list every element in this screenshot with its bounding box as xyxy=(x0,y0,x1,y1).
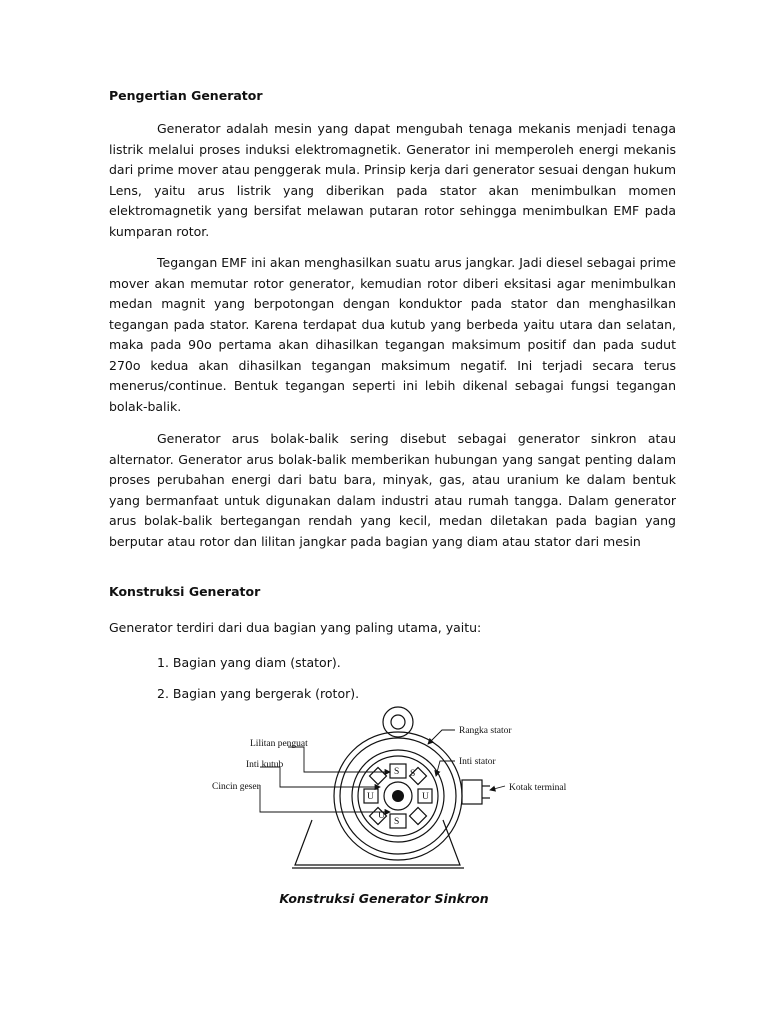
pole-letter: U xyxy=(422,792,429,802)
pole-letter: U xyxy=(367,792,374,802)
figure-caption: Konstruksi Generator Sinkron xyxy=(279,891,489,906)
list-item-rotor: 2. Bagian yang bergerak (rotor). xyxy=(157,686,360,701)
section-title-konstruksi: Konstruksi Generator xyxy=(109,584,261,599)
generator-diagram xyxy=(200,700,590,878)
label-kotak-terminal: Kotak terminal xyxy=(509,783,567,793)
paragraph-3: Generator arus bolak-balik sering disebut sebagai generator sinkron atau alternator. Generator arus bolak-balik memberikan hubungan yang sangat penting dalam proses perubahan energi dari batu bara, minyak, gas, atau uranium ke dalam bentuk yang bermanfaat untuk digunakan dalam industri atau rumah tangga. Dalam generator arus bolak-balik bertegangan rendah yang kecil, medan diletakan pada bagian yang berputar atau rotor dan lilitan jangkar pada bagian yang diam atau stator dari mesin xyxy=(109,431,676,549)
label-inti-stator: Inti stator xyxy=(459,757,496,767)
label-cincin-geser: Cincin geser xyxy=(212,782,260,792)
generator-drawing xyxy=(200,700,590,878)
section-title-pengertian: Pengertian Generator xyxy=(109,88,263,103)
pole-letter: S xyxy=(394,767,400,777)
label-inti-kutub: Inti kutub xyxy=(246,760,284,770)
intro-text: Generator terdiri dari dua bagian yang paling utama, yaitu: xyxy=(109,620,482,635)
pole-letter: S xyxy=(410,769,416,779)
list-item-stator: 1. Bagian yang diam (stator). xyxy=(157,655,341,670)
paragraph-2: Tegangan EMF ini akan menghasilkan suatu arus jangkar. Jadi diesel sebagai prime mover akan memutar rotor generator, kemudian rotor diberi eksitasi agar menimbulkan medan magnit yang berpotongan dengan konduktor pada stator dan menghasilkan tegangan pada stator. Karena terdapat dua kutub yang berbeda yaitu utara dan selatan, maka pada 90o pertama akan dihasilkan tegangan maksimum positif dan pada sudut 270o kedua akan dihasilkan tegangan maksimum negatif. Ini terjadi secara terus menerus/continue. Bentuk tegangan seperti ini lebih dikenal sebagai fungsi tegangan bolak-balik. xyxy=(109,255,676,414)
shaft xyxy=(392,790,404,802)
label-lilitan-penguat: Lilitan penguat xyxy=(250,739,308,749)
label-rangka-stator: Rangka stator xyxy=(459,726,512,736)
pole-letter: S xyxy=(394,817,400,827)
pole-letter: U xyxy=(378,811,385,821)
paragraph-1: Generator adalah mesin yang dapat mengubah tenaga mekanis menjadi tenaga listrik melalui proses induksi elektromagnetik. Generator ini memperoleh energi mekanis dari prime mover atau penggerak mula. Prinsip kerja dari generator sesuai dengan hukum Lens, yaitu arus listrik yang diberikan pada stator akan menimbulkan momen elektromagnetik yang bersifat melawan putaran rotor sehingga menimbulkan EMF pada kumparan rotor. xyxy=(109,121,676,239)
